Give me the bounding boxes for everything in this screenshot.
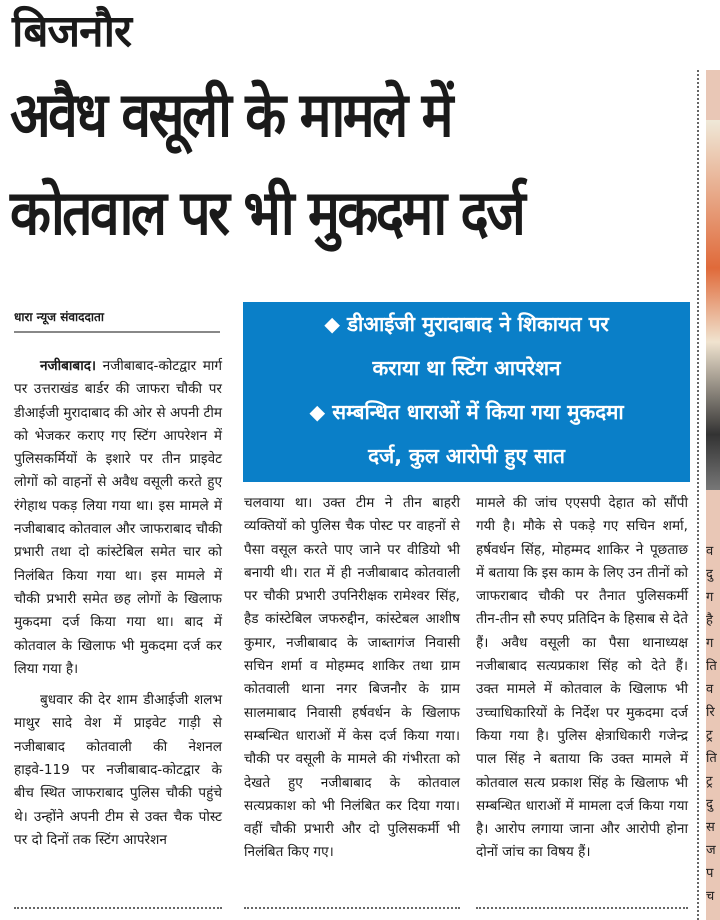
paragraph: नजीबाबाद। नजीबाबाद-कोटद्वार मार्ग पर उत्तराखंड बार्डर की जाफरा चौकी पर डीआईजी मुरादाबाद की ओर से अपनी टीम को भेजकर कराए गए स्टिंग आपरेशन में पुलिसकर्मियों के इशारे पर तीन प्राइवेट लोगों को वाहनों से अवैध वसूली करते हुए रंगेहाथ पकड़ लिया गया था। इस मामले में नजीबाबाद कोतवाल और जाफराबाद चौकी प्रभारी तथा दो कांस्टेबिल समेत चार को निलंबित किया गया था। इस मामले में चौकी प्रभारी समेत छह लोगों के खिलाफ मुकदमा दर्ज किया गया था। बाद में कोतवाल के खिलाफ भी मुकदमा दर्ज कर लिया गया है।	[14, 358, 222, 677]
adjacent-article-text	[706, 540, 720, 908]
column-end-rule	[14, 907, 222, 909]
article-column-1	[14, 355, 222, 852]
adjacent-text-fragment: ति	[706, 659, 717, 674]
adjacent-text-fragment: ग	[706, 590, 714, 605]
column-end-rule	[476, 907, 688, 909]
article-column-2	[244, 492, 460, 865]
adjacent-text-fragment: स	[706, 820, 715, 835]
adjacent-text-fragment: दु	[706, 567, 713, 582]
column-divider	[697, 70, 699, 920]
adjacent-text-fragment: व	[706, 544, 714, 559]
highlight-2-line-1: ◆ सम्बन्धित धाराओं में किया गया मुकदमा	[309, 400, 624, 424]
column-end-rule	[244, 907, 460, 909]
diamond-bullet-icon: ◆	[324, 312, 340, 336]
headline-line-1: अवैध वसूली के मामले में	[10, 78, 451, 151]
paragraph: बुधवार की देर शाम डीआईजी शलभ माथुर सादे वेश में प्राइवेट गाड़ी से नजीबाबाद कोतवाली की नेशनल हाइवे-119 पर नजीबाबाद-कोटद्वार के बीच स्थित जाफराबाद पुलिस चौकी पहुंचे थे। उन्होंने अपनी टीम से उक्त चैक पोस्ट पर दो दिनों तक स्टिंग आपरेशन	[14, 692, 222, 848]
adjacent-text-fragment: ट्र	[706, 774, 713, 789]
highlight-box	[243, 302, 690, 482]
highlight-2-line-2: दर्ज, कुल आरोपी हुए सात	[368, 444, 565, 468]
byline: धारा न्यूज संवाददाता	[14, 308, 220, 333]
adjacent-text-fragment: है	[706, 613, 713, 628]
highlight-1-line-1: ◆ डीआईजी मुरादाबाद ने शिकायत पर	[324, 312, 609, 336]
highlight-1-line-2: कराया था स्टिंग आपरेशन	[372, 356, 561, 380]
adjacent-text-fragment: प	[706, 866, 714, 881]
section-kicker: बिजनौर	[12, 6, 131, 57]
adjacent-text-fragment: च	[706, 889, 715, 904]
headline	[10, 66, 690, 262]
paragraph: चलवाया था। उक्त टीम ने तीन बाहरी व्यक्तियों को पुलिस चैक पोस्ट पर वाहनों से पैसा वसूल करते पाए जाने पर वीडियो भी बनायी थी। रात में ही नजीबाबाद कोतवाली पर चौकी प्रभारी उपनिरीक्षक रामेश्वर सिंह, हैड कांस्टेबिल जफरुद्दीन, कांस्टेबल आशीष कुमार, नजीबाबाद के जाब्तागंज निवासी सचिन शर्मा व मोहम्मद शाकिर तथा ग्राम कोतवाली थाना नगर बिजनौर के ग्राम सालमाबाद निवासी हर्षवर्धन के खिलाफ सम्बन्धित धाराओं में केस दर्ज किया गया। चौकी पर वसूली के मामले की गंभीरता को देखते हुए नजीबाबाद के कोतवाल सत्यप्रकाश को भी निलंबित कर दिया गया। वहीं चौकी प्रभारी और दो पुलिसकर्मी भी निलंबित किए गए।	[244, 495, 460, 861]
adjacent-text-fragment: व	[706, 682, 714, 697]
headline-line-2: कोतवाल पर भी मुकदमा दर्ज	[10, 176, 524, 249]
adjacent-text-fragment: ज	[706, 843, 716, 858]
dateline: नजीबाबाद।	[40, 358, 97, 374]
adjacent-article-photo	[706, 120, 720, 490]
adjacent-text-fragment: दु	[706, 797, 713, 812]
diamond-bullet-icon: ◆	[309, 400, 326, 424]
article-column-3	[476, 492, 688, 865]
adjacent-text-fragment: ग	[706, 636, 714, 651]
adjacent-text-fragment: रि	[706, 705, 715, 720]
adjacent-text-fragment: ति	[706, 751, 717, 766]
paragraph: मामले की जांच एएसपी देहात को सौंपी गयी है। मौके से पकड़े गए सचिन शर्मा, हर्षवर्धन सिंह, मोहम्मद शाकिर ने पूछताछ में बताया कि इस काम के लिए उन तीनों को जाफराबाद चौकी पर तैनात पुलिसकर्मी तीन-तीन सौ रुपए प्रतिदिन के हिसाब से देते हैं। अवैध वसूली का पैसा थानाध्यक्ष नजीबाबाद सत्यप्रकाश सिंह को देते हैं। उक्त मामले में कोतवाल के खिलाफ भी उच्चाधिकारियों के निर्देश पर मुकदमा दर्ज किया गया है। पुलिस क्षेत्राधिकारी गजेन्द्र पाल सिंह ने बताया कि उक्त मामले में कोतवाल सत्य प्रकाश सिंह के खिलाफ भी सम्बन्धित धाराओं में मामला दर्ज किया गया है। आरोप लगाया जाना और आरोपी होना दोनों जांच का विषय हैं।	[476, 495, 688, 861]
adjacent-text-fragment: ट्र	[706, 728, 713, 743]
